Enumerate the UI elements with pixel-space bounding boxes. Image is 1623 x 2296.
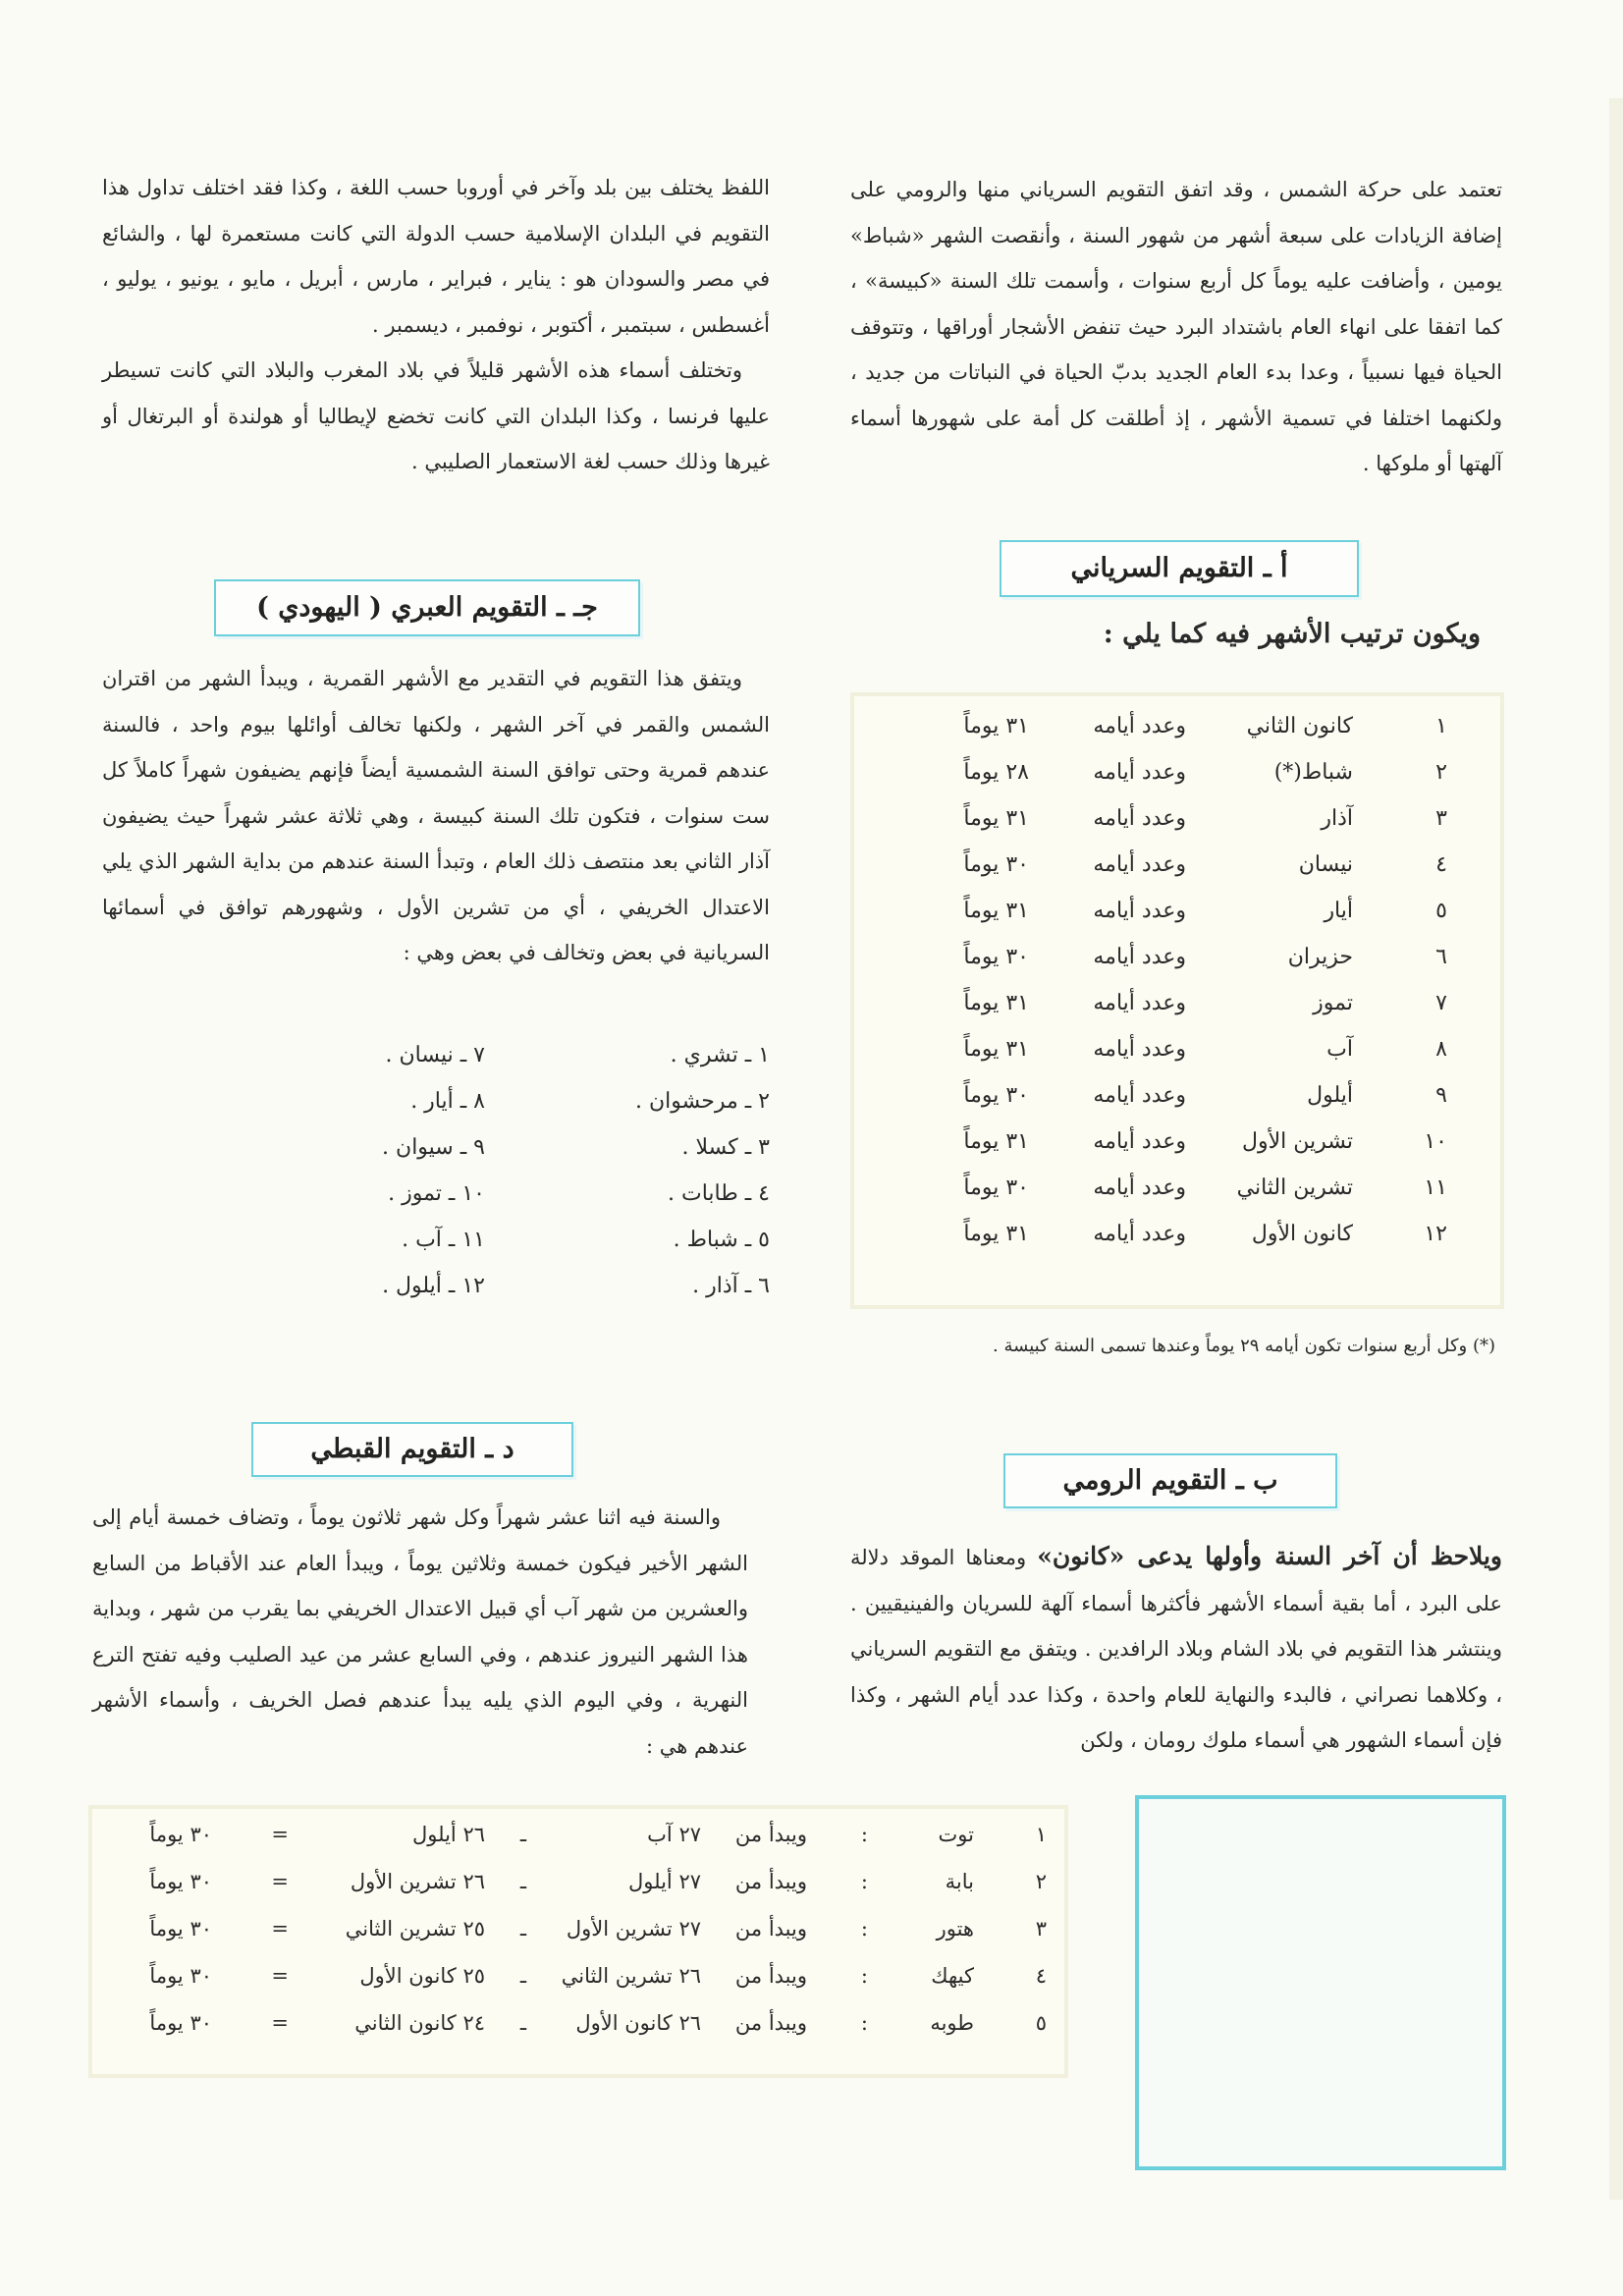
syriac-intro-text: ويكون ترتيب الأشهر فيه كما يلي : <box>1103 619 1481 649</box>
coptic-title <box>251 1422 573 1477</box>
month-number: ٢ <box>1435 760 1447 785</box>
hebrew-month-pair <box>102 1135 770 1184</box>
month-name: شباط(*) <box>1273 760 1353 785</box>
month-days: ٣٠ يوماً <box>149 1964 212 1988</box>
decorative-box <box>1135 1795 1506 2170</box>
hebrew-text: ويتفق هذا التقويم في التقدير مع الأشهر القمرية ، ويبدأ الشهر من اقتران الشمس والقمر في آخر الشهر ، ولكنها تخالف أوائلها بيوم واحد ، فالسنة عندهم قمرية وحتى توافق السنة الشمسية أيضاً فإنهم يضيفون شهراً كاملاً كل ست سنوات ، فتكون تلك السنة كبيسة ، وهي ثلاثة عشر شهراً حيث يضيفون آذار الثاني بعد منتصف ذلك العام ، وتبدأ السنة عندهم من بداية الشهر الذي يلي الاعتدال الخريفي ، أي من تشرين الأول ، وشهورهم توافق في أسمائها السريانية في بعض وتخالف في بعض وهي : <box>102 667 770 964</box>
syriac-text: تعتمد على حركة الشمس ، وقد اتفق التقويم السرياني منها والرومي على إضافة الزيادات على سبعة أشهر من شهور السنة ، وأنقصت الشهر «شباط» يومين ، وأضافت عليه يوماً كل أربع سنوات ، وأسمت تلك السنة «كبيسة» ، كما اتفقا على انهاء العام باشتداد البرد حيث تنفض الأشجار أوراقها ، وتتوقف الحياة فيها نسبياً ، وعدا بدء العام الجديد بدبّ الحياة في النباتات من جديد ، ولكنهما اختلفا في تسمية الأشهر ، إذ أطلقت كل أمة على شهورها أسماء آلهتها أو ملوكها . <box>850 178 1502 475</box>
coptic-month-row <box>92 1964 1064 2011</box>
month-days: ٣٠ يوماً <box>149 2011 212 2035</box>
roman-continuation-2: وتختلف أسماء هذه الأشهر قليلاً في بلاد المغرب والبلاد التي كانت تسيطر عليها فرنسا ، وكذا البلدان التي كانت تخضع لإيطاليا أو هولندة أو البرتغال أو غيرها وذلك حسب لغة الاستعمار الصليبي . <box>102 358 770 473</box>
month-name: توت <box>938 1823 974 1846</box>
hebrew-title <box>214 579 640 636</box>
syriac-month-row <box>854 806 1500 852</box>
starts-label: ويبدأ من <box>734 1870 807 1893</box>
separator-dash: ـ <box>519 1917 526 1941</box>
hebrew-title-text: جـ ـ التقويم العبري ( اليهودي ) <box>256 592 598 623</box>
days-label: وعدد أيامه <box>1093 852 1186 877</box>
month-days: ٢٨ يوماً <box>963 760 1029 785</box>
month-name: أيار <box>1324 899 1353 923</box>
month-name: هتور <box>936 1917 974 1941</box>
syriac-paragraph <box>850 167 1502 487</box>
syriac-month-row <box>854 1037 1500 1083</box>
syriac-title-text: أ ـ التقويم السرياني <box>1070 553 1288 583</box>
hebrew-month: ٤ ـ طابات . <box>668 1181 770 1206</box>
month-name: تشرين الثاني <box>1236 1175 1353 1200</box>
days-label: وعدد أيامه <box>1093 806 1186 831</box>
month-name: كانون الأول <box>1251 1222 1353 1246</box>
month-from: ٢٧ أيلول <box>628 1870 701 1893</box>
month-number: ١ <box>1435 714 1447 738</box>
month-days: ٣٠ يوماً <box>149 1917 212 1941</box>
coptic-month-row <box>92 1917 1064 1964</box>
days-label: وعدد أيامه <box>1093 1222 1186 1246</box>
syriac-month-row <box>854 1222 1500 1268</box>
month-number: ٣ <box>1035 1917 1047 1941</box>
month-name: تموز <box>1313 991 1353 1015</box>
month-days: ٣١ يوماً <box>963 1037 1029 1062</box>
separator-colon: : <box>860 1964 868 1988</box>
month-number: ٧ <box>1435 991 1447 1015</box>
hebrew-month-pair <box>102 1089 770 1138</box>
month-name: نيسان <box>1298 852 1353 877</box>
hebrew-month: ٦ ـ آذار . <box>692 1274 770 1298</box>
hebrew-month: ٢ ـ مرحشوان . <box>634 1089 770 1114</box>
separator-equals: = <box>271 1870 289 1893</box>
days-label: وعدد أيامه <box>1093 899 1186 923</box>
syriac-footnote <box>993 1336 1495 1356</box>
coptic-text: والسنة فيه اثنا عشر شهراً وكل شهر ثلاثون يوماً ، وتضاف خمسة أيام إلى الشهر الأخير فيكون خمسة وثلاثين يوماً ، ويبدأ العام عند الأقباط من السابع والعشرين من شهر آب أي قبيل الاعتدال الخريفي بما يقرب من شهر ، وبداية هذا الشهر النيروز عندهم ، وفي السابع عشر من عيد الصليب وفيه تفتح الترع النهرية ، وفي اليوم الذي يليه يبدأ عندهم فصل الخريف ، وأسماء الأشهر عندهم هي : <box>92 1505 748 1758</box>
hebrew-month: ١ ـ تشري . <box>670 1043 770 1067</box>
days-label: وعدد أيامه <box>1093 1083 1186 1108</box>
syriac-month-row <box>854 945 1500 991</box>
roman-lead: ويلاحظ أن آخر السنة وأولها يدعى «كانون» <box>1037 1542 1502 1570</box>
hebrew-paragraph <box>102 656 770 976</box>
month-from: ٢٦ كانون الأول <box>575 2011 701 2035</box>
month-from: ٢٧ تشرين الأول <box>566 1917 701 1941</box>
starts-label: ويبدأ من <box>734 1917 807 1941</box>
coptic-month-row <box>92 2011 1064 2058</box>
starts-label: ويبدأ من <box>734 1823 807 1846</box>
month-number: ٥ <box>1435 899 1447 923</box>
month-name: أيلول <box>1307 1083 1353 1108</box>
separator-dash: ـ <box>519 2011 526 2035</box>
hebrew-month: ١١ ـ آب . <box>402 1228 485 1252</box>
coptic-paragraph <box>92 1495 748 1769</box>
roman-continuation-1: اللفظ يختلف بين بلد وآخر في أوروبا حسب اللغة ، وكذا فقد اختلف تداول هذا التقويم في البلدان الإسلامية حسب الدولة التي كانت مستعمرة لها ، والشائع في مصر والسودان هو : يناير ، فبراير ، مارس ، أبريل ، مايو ، يونيو ، يوليو ، أغسطس ، سبتمبر ، أكتوبر ، نوفمبر ، ديسمبر . <box>102 176 770 337</box>
separator-colon: : <box>860 2011 868 2035</box>
syriac-month-row <box>854 991 1500 1037</box>
month-days: ٣٠ يوماً <box>963 1083 1029 1108</box>
month-number: ١ <box>1035 1823 1047 1846</box>
month-to: ٢٥ تشرين الثاني <box>345 1917 485 1941</box>
month-days: ٣١ يوماً <box>963 1222 1029 1246</box>
days-label: وعدد أيامه <box>1093 1175 1186 1200</box>
days-label: وعدد أيامه <box>1093 1129 1186 1154</box>
month-days: ٣٠ يوماً <box>149 1870 212 1893</box>
hebrew-month: ٥ ـ شباط . <box>673 1228 770 1252</box>
days-label: وعدد أيامه <box>1093 760 1186 785</box>
month-number: ١١ <box>1424 1175 1447 1200</box>
hebrew-month: ١٢ ـ أيلول . <box>382 1274 485 1298</box>
month-days: ٣١ يوماً <box>963 1129 1029 1154</box>
month-from: ٢٦ تشرين الثاني <box>561 1964 701 1988</box>
month-name: طوبه <box>930 2011 974 2035</box>
separator-colon: : <box>860 1917 868 1941</box>
syriac-intro <box>1104 619 1481 649</box>
hebrew-month-pair <box>102 1181 770 1230</box>
coptic-months-table <box>88 1805 1068 2078</box>
month-name: حزيران <box>1287 945 1353 969</box>
month-number: ٦ <box>1435 945 1447 969</box>
hebrew-months-list <box>102 1043 770 1338</box>
month-number: ٥ <box>1035 2011 1047 2035</box>
syriac-footnote-text: (*) وكل أربع سنوات تكون أيامه ٢٩ يوماً وعندها تسمى السنة كبيسة . <box>993 1336 1495 1356</box>
month-days: ٣١ يوماً <box>963 991 1029 1015</box>
month-number: ٣ <box>1435 806 1447 831</box>
syriac-title <box>1000 540 1359 597</box>
separator-equals: = <box>271 1917 289 1941</box>
separator-dash: ـ <box>519 1964 526 1988</box>
month-days: ٣١ يوماً <box>963 714 1029 738</box>
hebrew-month: ٩ ـ سيوان . <box>382 1135 485 1160</box>
roman-paragraph <box>850 1534 1502 1764</box>
hebrew-month: ٧ ـ نيسان . <box>385 1043 485 1067</box>
separator-colon: : <box>860 1823 868 1846</box>
month-name: كيهك <box>931 1964 974 1988</box>
page-edge <box>1609 98 1623 2200</box>
separator-dash: ـ <box>519 1870 526 1893</box>
month-to: ٢٤ كانون الثاني <box>354 2011 485 2035</box>
separator-equals: = <box>271 1964 289 1988</box>
separator-equals: = <box>271 1823 289 1846</box>
days-label: وعدد أيامه <box>1093 714 1186 738</box>
month-name: بابة <box>945 1870 974 1893</box>
syriac-month-row <box>854 852 1500 899</box>
roman-title <box>1003 1453 1337 1508</box>
month-days: ٣١ يوماً <box>963 806 1029 831</box>
roman-title-text: ب ـ التقويم الرومي <box>1062 1465 1278 1496</box>
month-to: ٢٥ كانون الأول <box>359 1964 485 1988</box>
month-number: ٩ <box>1435 1083 1447 1108</box>
hebrew-month-pair <box>102 1043 770 1092</box>
hebrew-month-pair <box>102 1228 770 1277</box>
month-number: ١٠ <box>1424 1129 1447 1154</box>
syriac-month-row <box>854 1083 1500 1129</box>
month-days: ٣٠ يوماً <box>149 1823 212 1846</box>
coptic-title-text: د ـ التقويم القبطي <box>310 1434 514 1464</box>
month-number: ٤ <box>1035 1964 1047 1988</box>
month-number: ٢ <box>1035 1870 1047 1893</box>
syriac-month-row <box>854 1129 1500 1175</box>
month-name: تشرين الأول <box>1241 1129 1353 1154</box>
month-to: ٢٦ تشرين الأول <box>350 1870 485 1893</box>
days-label: وعدد أيامه <box>1093 1037 1186 1062</box>
days-label: وعدد أيامه <box>1093 991 1186 1015</box>
syriac-month-row <box>854 760 1500 806</box>
month-days: ٣٠ يوماً <box>963 945 1029 969</box>
month-name: آب <box>1326 1037 1353 1062</box>
syriac-month-row <box>854 714 1500 760</box>
coptic-month-row <box>92 1870 1064 1917</box>
month-days: ٣٠ يوماً <box>963 1175 1029 1200</box>
syriac-month-row <box>854 1175 1500 1222</box>
month-from: ٢٧ آب <box>647 1823 701 1846</box>
month-number: ١٢ <box>1424 1222 1447 1246</box>
month-number: ٨ <box>1435 1037 1447 1062</box>
roman-continuation <box>102 165 770 485</box>
month-number: ٤ <box>1435 852 1447 877</box>
month-to: ٢٦ أيلول <box>412 1823 485 1846</box>
syriac-month-row <box>854 899 1500 945</box>
hebrew-month: ٨ ـ أيار . <box>410 1089 485 1114</box>
hebrew-month: ٣ ـ كسلا . <box>681 1135 770 1160</box>
starts-label: ويبدأ من <box>734 2011 807 2035</box>
month-name: كانون الثاني <box>1246 714 1353 738</box>
separator-equals: = <box>271 2011 289 2035</box>
days-label: وعدد أيامه <box>1093 945 1186 969</box>
roman-text: ومعناها الموقد دلالة على البرد ، أما بقية أسماء الأشهر فأكثرها أسماء آلهة للسريان والفينيقيين . وينتشر هذا التقويم في بلاد الشام وبلاد الرافدين . ويتفق مع التقويم السرياني ، وكلاهما نصراني ، فالبدء والنهاية للعام واحدة ، وكذا عدد أيام الشهر ، وكذا فإن أسماء الشهور هي أسماء ملوك رومان ، ولكن <box>850 1546 1502 1752</box>
syriac-months-table <box>850 692 1504 1309</box>
hebrew-month-pair <box>102 1274 770 1323</box>
month-days: ٣١ يوماً <box>963 899 1029 923</box>
separator-colon: : <box>860 1870 868 1893</box>
separator-dash: ـ <box>519 1823 526 1846</box>
coptic-month-row <box>92 1823 1064 1870</box>
month-name: آذار <box>1321 806 1353 831</box>
hebrew-month: ١٠ ـ تموز . <box>388 1181 485 1206</box>
starts-label: ويبدأ من <box>734 1964 807 1988</box>
month-days: ٣٠ يوماً <box>963 852 1029 877</box>
